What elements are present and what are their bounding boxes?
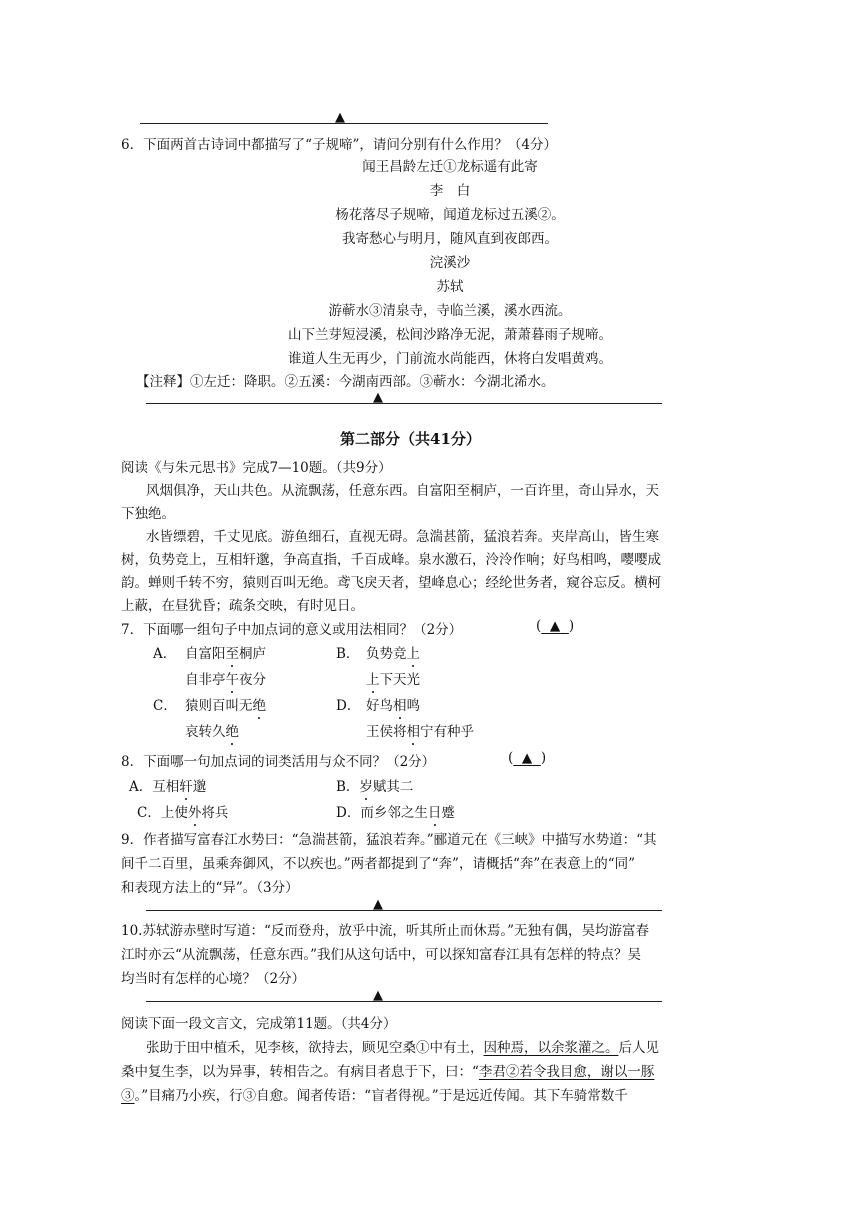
q7-option-b-line1: 负势竞上	[366, 646, 420, 662]
poem1-author: 李 白	[429, 183, 471, 199]
answer-marker-icon: ▲	[549, 618, 561, 634]
q7-option-c-line2: 哀转久绝	[185, 724, 239, 740]
q11-passage-line2: 桑中复生李，以为异事，转相告之。有病目者息于下，曰：“李君②若令我目愈，谢以一豚	[121, 1064, 655, 1080]
q7-answer-blank[interactable]	[536, 618, 574, 634]
q9-line1: 9．作者描写富春江水势曰：“急湍甚箭，猛浪若奔。”郦道元在《三峡》中描写水势道：“其	[121, 832, 657, 848]
q9-line2: 间千二百里，虽乘奔御风，不以疾也。”两者都提到了“奔”，请概括“奔”在表意上的“同”	[121, 856, 636, 872]
passage-p2-line2: 树，负势竞上，互相轩邈，争高直指，千百成峰。泉水激石，泠泠作响；好鸟相鸣，嘤嘤成	[121, 552, 661, 568]
q7-option-c-line1: 猿则百叫无绝	[185, 698, 266, 714]
q6-note: 【注释】①左迁：降职。②五溪：今湖南西部。③蕲水：今湖北浠水。	[136, 374, 555, 390]
blank-right-paren: )	[568, 618, 575, 634]
answer-marker-icon: ▲	[335, 110, 345, 125]
poem2-line3: 谁道人生无再少，门前流水尚能西，休将白发唱黄鸡。	[288, 351, 612, 367]
q7-option-a-line2: 自非亭午夜分	[185, 672, 266, 688]
passage-p2-line4: 上蔽，在昼犹昏；疏条交映，有时见日。	[121, 598, 364, 614]
q8-option-d: D．而乡邻之生日蹙	[336, 805, 455, 821]
q7-option-a-label: A．	[153, 646, 177, 662]
q8-question: 8．下面哪一句加点词的词类活用与众不同？（2分）	[121, 754, 436, 770]
q7-option-b-line2: 上下天光	[366, 672, 420, 688]
answer-marker-icon: ▲	[373, 897, 383, 912]
passage-p1-line1: 风烟俱净，天山共色。从流飘荡，任意东西。自富阳至桐庐，一百许里，奇山异水，天	[146, 483, 659, 499]
part2-intro: 阅读《与朱元思书》完成7—10题。（共9分）	[121, 460, 392, 476]
poem2-title: 浣溪沙	[429, 255, 471, 271]
q11-passage-line3: ③。”目痛乃小疾，行③自愈。闻者传语：“盲者得视。”于是远近传闻。其下车骑常数千	[121, 1088, 628, 1104]
q7-option-b-label: B．	[336, 646, 360, 662]
poem2-line2: 山下兰芽短浸溪，松间沙路净无泥，萧萧暮雨子规啼。	[288, 327, 612, 343]
q7-option-d-line2: 王侯将相宁有种乎	[366, 724, 474, 740]
answer-marker-icon: ▲	[373, 390, 383, 405]
answer-line	[146, 1001, 662, 1002]
poem2-author: 苏轼	[436, 279, 464, 295]
blank-right-paren: )	[540, 750, 547, 766]
blank-left-paren: (	[508, 750, 514, 766]
poem2-line1: 游蕲水③清泉寺，寺临兰溪，溪水西流。	[328, 303, 572, 319]
answer-line	[146, 910, 662, 911]
poem1-line2: 我寄愁心与明月，随风直到夜郎西。	[342, 231, 558, 247]
q10-line2: 江时亦云“从流飘荡，任意东西。”我们从这句话中，可以探知富春江具有怎样的特点？吴	[121, 947, 642, 963]
part2-title: 第二部分（共41分）	[340, 430, 481, 448]
q11-intro: 阅读下面一段文言文，完成第11题。（共4分）	[121, 1016, 397, 1032]
q8-option-b: B．岁赋其二	[336, 779, 414, 795]
passage-p2-line1: 水皆缥碧，千丈见底。游鱼细石，直视无碍。急湍甚箭，猛浪若奔。夹岸高山，皆生寒	[146, 529, 659, 545]
q7-option-c-label: C．	[153, 698, 177, 714]
q8-answer-blank[interactable]	[508, 750, 546, 766]
q6-question: 6．下面两首古诗词中都描写了“子规啼”，请问分别有什么作用？（4分）	[121, 137, 557, 153]
poem1-line1: 杨花落尽子规啼，闻道龙标过五溪②。	[335, 207, 565, 223]
q9-line3: 和表现方法上的“异”。（3分）	[121, 880, 299, 896]
passage-p2-line3: 韵。蝉则千转不穷，猿则百叫无绝。鸢飞戾天者，望峰息心；经纶世务者，窥谷忘反。横柯	[121, 575, 661, 591]
q8-option-c: C．上使外将兵	[137, 805, 229, 821]
answer-marker-icon: ▲	[373, 988, 383, 1003]
q7-option-d-line1: 好鸟相鸣	[366, 698, 420, 714]
poem1-title: 闻王昌龄左迁①龙标遥有此寄	[362, 159, 538, 175]
answer-marker-icon: ▲	[521, 750, 533, 766]
q7-question: 7．下面哪一组句子中加点词的意义或用法相同？（2分）	[121, 622, 463, 638]
passage-p1-line2: 下独绝。	[121, 506, 175, 522]
q10-line3: 均当时有怎样的心境？（2分）	[121, 971, 306, 987]
q11-passage-line1: 张助于田中植禾，见李核，欲持去，顾见空桑①中有土，因种焉，以余浆灌之。后人见	[146, 1040, 659, 1056]
q7-option-d-label: D．	[336, 698, 361, 714]
q10-line1: 10.苏轼游赤壁时写道：“反而登舟，放乎中流，听其所止而休焉。”无独有偶，吴均游富春	[121, 923, 650, 939]
blank-left-paren: (	[536, 618, 542, 634]
q7-option-a-line1: 自富阳至桐庐	[185, 646, 266, 662]
q8-option-a: A．互相轩邈	[129, 779, 207, 795]
answer-line	[146, 403, 662, 404]
